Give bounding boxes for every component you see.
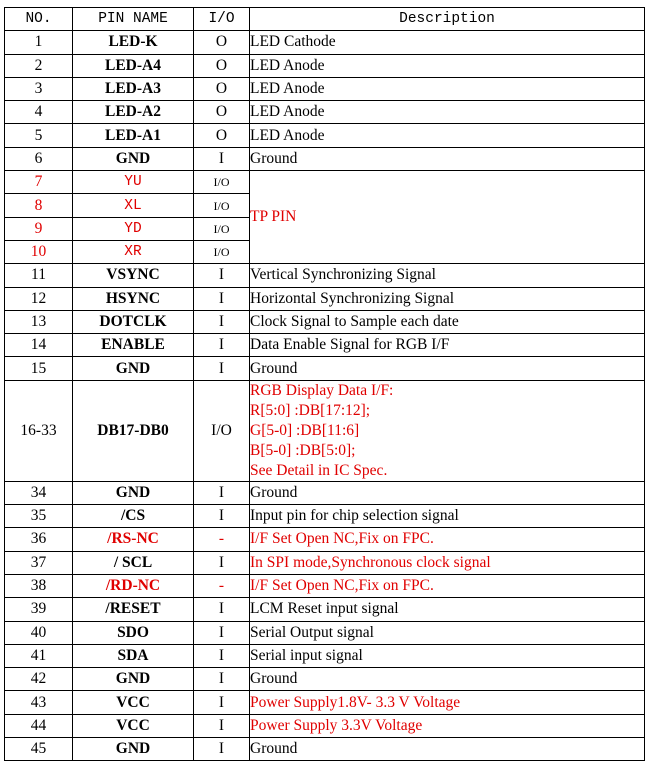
pin-number: 7 [5,171,73,194]
pin-number: 37 [5,551,73,574]
pin-name: SDO [73,621,194,644]
pin-name: LED-K [73,31,194,54]
table-row [5,171,645,194]
pin-number: 35 [5,505,73,528]
header-io: I/O [194,8,250,31]
pin-io: I [194,551,250,574]
pin-description: Ground [250,357,645,380]
pin-description: Power Supply1.8V- 3.3 V Voltage [250,691,645,714]
pin-name: VCC [73,714,194,737]
pin-number: 2 [5,54,73,77]
table-row [5,714,645,737]
pin-number: 11 [5,264,73,287]
description-line: R[5:0] :DB[17:12]; [250,401,371,419]
pin-description: LED Anode [250,77,645,100]
pin-description: Horizontal Synchronizing Signal [250,287,645,310]
pin-number: 13 [5,310,73,333]
table-row [5,574,645,597]
pin-name: DOTCLK [73,310,194,333]
pin-io: I [194,334,250,357]
pin-description: Ground [250,738,645,761]
pin-description: I/F Set Open NC,Fix on FPC. [250,574,645,597]
pin-name: GND [73,738,194,761]
pin-description: Ground [250,147,645,170]
pin-io: I [194,691,250,714]
table-row [5,644,645,667]
pin-name: ENABLE [73,334,194,357]
pin-io: O [194,31,250,54]
table-row [5,691,645,714]
pin-description: LED Cathode [250,31,645,54]
table-row [5,598,645,621]
pin-number: 15 [5,357,73,380]
pin-number: 14 [5,334,73,357]
pin-io: I [194,310,250,333]
table-row [5,621,645,644]
pin-name: GND [73,147,194,170]
pin-number: 36 [5,528,73,551]
pin-number: 9 [5,217,73,240]
pin-name: YU [73,171,194,194]
pin-description: Ground [250,668,645,691]
table-row [5,334,645,357]
description-line: B[5-0] :DB[5:0]; [250,441,356,459]
pin-description: Power Supply 3.3V Voltage [250,714,645,737]
table-row [5,668,645,691]
pin-number: 40 [5,621,73,644]
pin-io: O [194,54,250,77]
pin-name: YD [73,217,194,240]
table-row [5,124,645,147]
pin-description: LED Anode [250,124,645,147]
header-description: Description [250,8,645,31]
table-row [5,54,645,77]
table-row [5,31,645,54]
pin-name: LED-A1 [73,124,194,147]
pin-description: Clock Signal to Sample each date [250,310,645,333]
pin-io: I/O [194,240,250,263]
pin-name: / SCL [73,551,194,574]
pin-number: 3 [5,77,73,100]
pin-number: 4 [5,101,73,124]
table-row [5,287,645,310]
pin-name: DB17-DB0 [73,380,194,481]
pin-description: Ground [250,481,645,504]
header-row [5,8,645,31]
pin-name: VCC [73,691,194,714]
pin-name: LED-A4 [73,54,194,77]
table-row [5,101,645,124]
pin-description: TP PIN [250,171,645,264]
pin-io: I [194,147,250,170]
pin-name: GND [73,481,194,504]
pin-name: LED-A2 [73,101,194,124]
pin-name: /RS-NC [73,528,194,551]
pin-description: In SPI mode,Synchronous clock signal [250,551,645,574]
pin-definition-table [4,7,645,761]
pin-description: I/F Set Open NC,Fix on FPC. [250,528,645,551]
pin-io: I [194,598,250,621]
pin-description: Data Enable Signal for RGB I/F [250,334,645,357]
table-row [5,481,645,504]
pin-name: GND [73,668,194,691]
pin-number: 16-33 [5,380,73,481]
pin-io: - [194,574,250,597]
pin-name: VSYNC [73,264,194,287]
pin-number: 41 [5,644,73,667]
description-line: See Detail in IC Spec. [250,461,388,479]
pin-io: I [194,505,250,528]
pin-name: SDA [73,644,194,667]
pin-name: /RESET [73,598,194,621]
table-row [5,310,645,333]
description-line: RGB Display Data I/F: [250,381,394,399]
pin-io: - [194,528,250,551]
pin-io: I [194,644,250,667]
header-no: NO. [5,8,73,31]
pin-io: I [194,738,250,761]
pin-name: XR [73,240,194,263]
table-row [5,738,645,761]
pin-io: I [194,714,250,737]
pin-io: O [194,124,250,147]
pin-description [250,380,645,481]
pin-io: I [194,481,250,504]
pin-io: I/O [194,171,250,194]
pin-name: XL [73,194,194,217]
pin-io: I [194,668,250,691]
table-row [5,357,645,380]
pin-description: Vertical Synchronizing Signal [250,264,645,287]
pin-description: Serial Output signal [250,621,645,644]
pin-number: 6 [5,147,73,170]
table-row [5,551,645,574]
pin-io: I/O [194,194,250,217]
pin-number: 38 [5,574,73,597]
table-row [5,77,645,100]
pin-io: O [194,77,250,100]
pin-io: I [194,287,250,310]
pin-description: LCM Reset input signal [250,598,645,621]
pin-name: /CS [73,505,194,528]
description-line: G[5-0] :DB[11:6] [250,421,360,439]
pin-name: HSYNC [73,287,194,310]
pin-description: LED Anode [250,101,645,124]
table-row [5,264,645,287]
table-row [5,147,645,170]
pin-number: 1 [5,31,73,54]
pin-number: 8 [5,194,73,217]
pin-number: 45 [5,738,73,761]
pin-name: /RD-NC [73,574,194,597]
pin-name: GND [73,357,194,380]
pin-number: 10 [5,240,73,263]
pin-number: 43 [5,691,73,714]
pin-description: Serial input signal [250,644,645,667]
pin-number: 34 [5,481,73,504]
pin-io: I [194,357,250,380]
table-row [5,380,645,481]
pin-number: 5 [5,124,73,147]
header-pin-name: PIN NAME [73,8,194,31]
pin-io: O [194,101,250,124]
pin-io: I [194,621,250,644]
pin-io: I [194,264,250,287]
pin-description: LED Anode [250,54,645,77]
pin-number: 44 [5,714,73,737]
pin-name: LED-A3 [73,77,194,100]
table-row [5,528,645,551]
pin-description: Input pin for chip selection signal [250,505,645,528]
pin-io: I/O [194,217,250,240]
pin-number: 39 [5,598,73,621]
pin-io: I/O [194,380,250,481]
pin-number: 12 [5,287,73,310]
table-row [5,505,645,528]
pin-number: 42 [5,668,73,691]
